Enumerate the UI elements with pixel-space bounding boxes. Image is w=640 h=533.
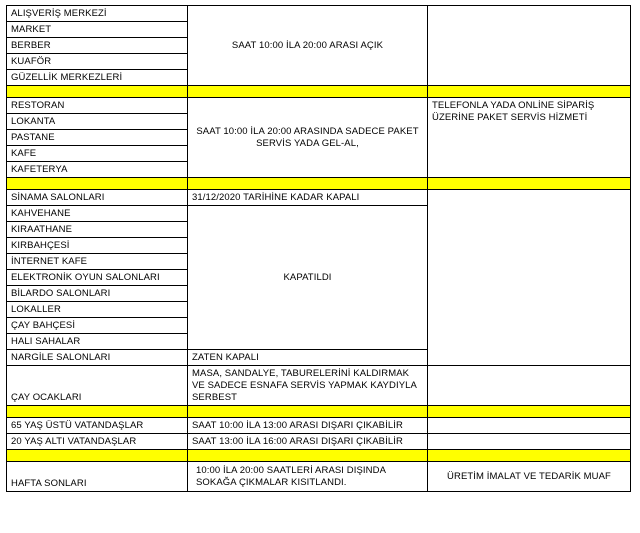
status-closed: KAPATILDI bbox=[188, 206, 428, 350]
status-package-service: SAAT 10:00 İLA 20:00 ARASINDA SADECE PAKET SERVİS YADA GEL-AL, bbox=[188, 98, 428, 178]
row-label-pastane: PASTANE bbox=[7, 130, 188, 146]
note-empty bbox=[428, 190, 631, 366]
note-empty bbox=[428, 6, 631, 86]
row-label-kafe: KAFE bbox=[7, 146, 188, 162]
row-label-market: MARKET bbox=[7, 22, 188, 38]
row-label-lokaller: LOKALLER bbox=[7, 302, 188, 318]
row-label-kiraathane: KIRAATHANE bbox=[7, 222, 188, 238]
row-label-guzellik: GÜZELLİK MERKEZLERİ bbox=[7, 70, 188, 86]
row-label-berber: BERBER bbox=[7, 38, 188, 54]
row-label-hafta-sonlari: HAFTA SONLARI bbox=[7, 462, 188, 492]
separator-row bbox=[7, 86, 631, 98]
row-label-cay-ocaklari: ÇAY OCAKLARI bbox=[7, 366, 188, 406]
status-65-yas: SAAT 10:00 İLA 13:00 ARASI DIŞARI ÇIKABİLİR bbox=[188, 418, 428, 434]
row-label-lokanta: LOKANTA bbox=[7, 114, 188, 130]
row-label-elektronik: ELEKTRONİK OYUN SALONLARI bbox=[7, 270, 188, 286]
row-label-bilardo: BİLARDO SALONLARI bbox=[7, 286, 188, 302]
status-20-yas: SAAT 13:00 İLA 16:00 ARASI DIŞARI ÇIKABİLİR bbox=[188, 434, 428, 450]
note-empty bbox=[428, 434, 631, 450]
row-label-65-yas: 65 YAŞ ÜSTÜ VATANDAŞLAR bbox=[7, 418, 188, 434]
note-production-exempt: ÜRETİM İMALAT VE TEDARİK MUAF bbox=[428, 462, 631, 492]
row-label-kuafor: KUAFÖR bbox=[7, 54, 188, 70]
note-package-service: TELEFONLA YADA ONLİNE SİPARİŞ ÜZERİNE PAKET SERVİS HİZMETİ bbox=[428, 98, 631, 178]
row-label-kirbahcesi: KIRBAHÇESİ bbox=[7, 238, 188, 254]
status-tea-house: MASA, SANDALYE, TABURELERİNİ KALDIRMAK VE SADECE ESNAFA SERVİS YAPMAK KAYDIYLA SERBEST bbox=[188, 366, 428, 406]
status-already-closed: ZATEN KAPALI bbox=[188, 350, 428, 366]
separator-row bbox=[7, 406, 631, 418]
row-label-cay-bahcesi: ÇAY BAHÇESİ bbox=[7, 318, 188, 334]
row-label-internet: İNTERNET KAFE bbox=[7, 254, 188, 270]
row-label-kahvehane: KAHVEHANE bbox=[7, 206, 188, 222]
row-label-hali-saha: HALI SAHALAR bbox=[7, 334, 188, 350]
row-label-20-yas: 20 YAŞ ALTI VATANDAŞLAR bbox=[7, 434, 188, 450]
row-label-nargile: NARGİLE SALONLARI bbox=[7, 350, 188, 366]
status-sinema: 31/12/2020 TARİHİNE KADAR KAPALI bbox=[188, 190, 428, 206]
status-open-hours: SAAT 10:00 İLA 20:00 ARASI AÇIK bbox=[188, 6, 428, 86]
status-weekend: 10:00 İLA 20:00 SAATLERİ ARASI DIŞINDA SOKAĞA ÇIKMALAR KISITLANDI. bbox=[188, 462, 428, 492]
restrictions-table bbox=[6, 5, 631, 492]
row-label-kafeterya: KAFETERYA bbox=[7, 162, 188, 178]
row-label-avm: ALIŞVERİŞ MERKEZİ bbox=[7, 6, 188, 22]
note-empty bbox=[428, 418, 631, 434]
separator-row bbox=[7, 450, 631, 462]
row-label-sinema: SİNAMA SALONLARI bbox=[7, 190, 188, 206]
row-label-restoran: RESTORAN bbox=[7, 98, 188, 114]
separator-row bbox=[7, 178, 631, 190]
note-empty bbox=[428, 366, 631, 406]
